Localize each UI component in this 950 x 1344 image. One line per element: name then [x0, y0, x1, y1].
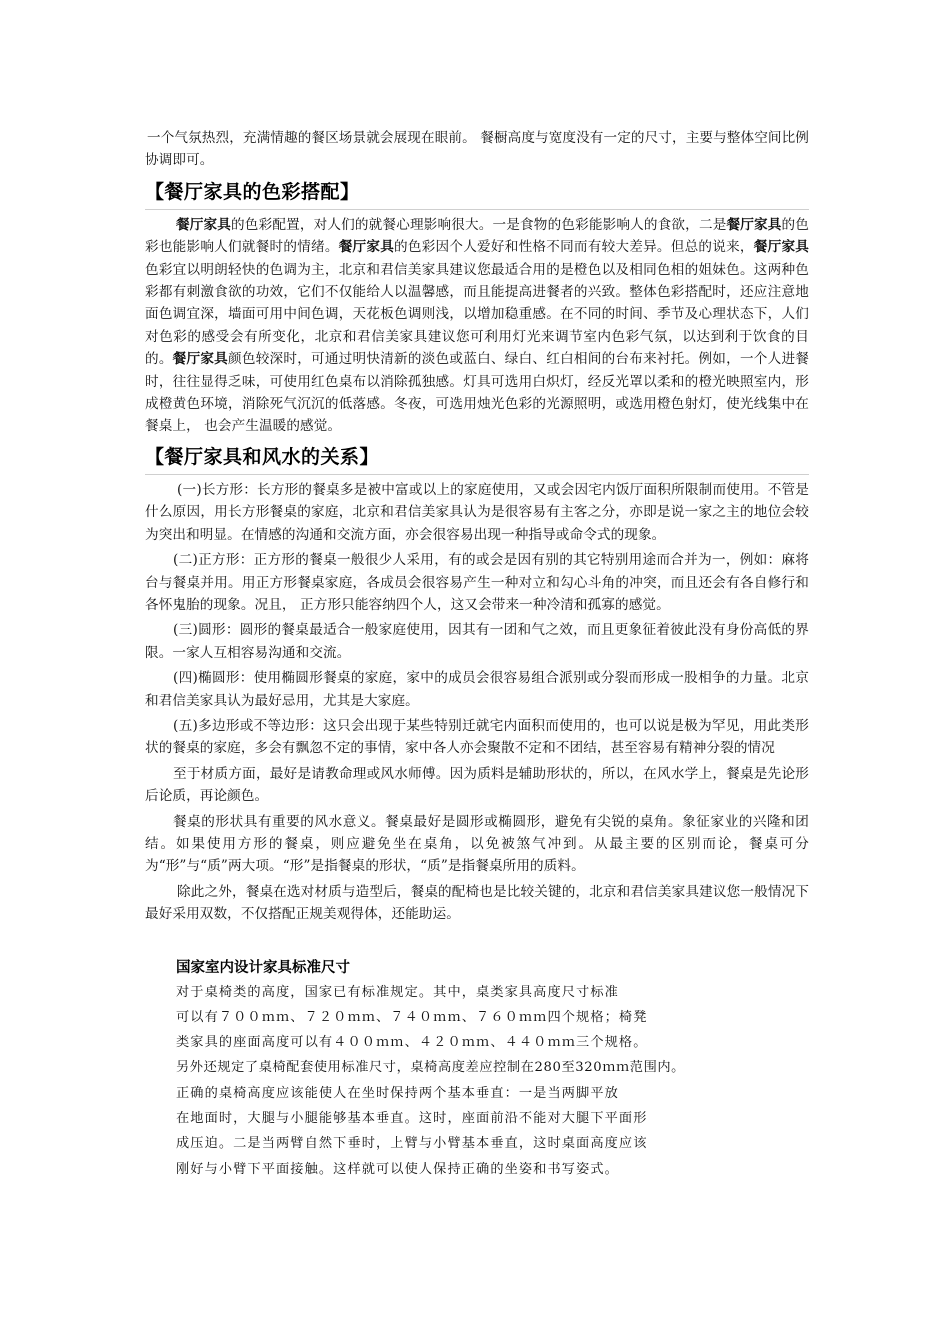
keyword-emphasis: 餐厅家具: [726, 216, 782, 233]
color-paragraph: [145, 214, 809, 438]
standard-line: 成压迫。二是当两臂自然下垂时，上臂与小臂基本垂直，这时桌面高度应该: [176, 1136, 648, 1152]
keyword-emphasis: 餐厅家具: [338, 239, 395, 256]
text-run: 色彩宜以明朗轻快的色调为主，北京和君信美家具建议您最适合用的是橙色以及相同色相的姐妹色。这两种色彩都有刺激食欲的功效，它们不仅能给人以温馨感，而且能提高进餐者的兴致。整体色彩搭配时，还应注意地面色调宜深，墙面可用中间色调，天花板色调则浅，以增加稳重感。在不同的时间、季节及心理状态下，人们对色彩的感受会有所变化，北京和君信美家具建议您可利用灯光来调节室内色彩气氛，以达到利于饮食的目的。: [145, 261, 809, 368]
keyword-emphasis: 餐厅家具: [176, 216, 232, 233]
keyword-emphasis: 餐厅家具: [753, 239, 809, 256]
fengshui-paragraph-polygon: (五)多边形或不等边形：这只会出现于某些特别迁就宅内面积而使用的，也可以说是极为罕见，用此类形状的餐桌的家庭，多会有飘忽不定的事情，家中各人亦会聚散不定和不团结，甚至容易有精神分裂的情况: [145, 717, 809, 757]
section-heading-fengshui: 【餐厅家具和风水的关系】: [145, 445, 380, 468]
section-divider: [145, 209, 809, 210]
standard-line: 在地面时，大腿与小腿能够基本垂直。这时，座面前沿不能对大腿下平面形: [176, 1111, 648, 1127]
text-run: 的色彩配置，对人们的就餐心理影响很大。一是食物的色彩能影响人的食欲，二是: [231, 216, 727, 233]
section-divider: [145, 474, 809, 475]
standard-line: 对于桌椅类的高度，国家已有标准规定。其中，桌类家具高度尺寸标准: [176, 984, 619, 1000]
fengshui-paragraph-rectangle: (一)长方形：长方形的餐桌多是被中富或以上的家庭使用，又或会因宅内饭厅面积所限制而使用。不管是什么原因，用长方形餐桌的家庭，北京和君信美家具认为是很容易有主客之分，亦即是说一家之主的地位会较为突出和明显。在情感的沟通和交流方面，亦会很容易出现一种指导或命令式的现象。: [145, 481, 809, 543]
fengshui-paragraph-oval: (四)椭圆形：使用椭圆形餐桌的家庭，家中的成员会很容易组合派别或分裂而形成一股相争的力量。北京和君信美家具认为最好忌用，尤其是大家庭。: [145, 670, 809, 709]
keyword-emphasis: 餐厅家具: [172, 351, 229, 368]
standard-line: 类家具的座面高度可以有４００ｍｍ、４２０ｍｍ、４４０ｍｍ三个规格。: [176, 1035, 648, 1051]
standard-title: 国家室内设计家具标准尺寸: [176, 959, 350, 976]
standard-line: 刚好与小臂下平面接触。这样就可以使人保持正确的坐姿和书写姿式。: [176, 1161, 619, 1177]
fengshui-paragraph-round: (三)圆形：圆形的餐桌最适合一般家庭使用，因其有一团和气之效，而且更象征着彼此没有身份高低的界限。一家人互相容易沟通和交流。: [145, 622, 809, 661]
standard-line: 另外还规定了桌椅配套使用标准尺寸，桌椅高度差应控制在280至320ｍｍ范围内。: [176, 1060, 685, 1076]
standard-line: 正确的桌椅高度应该能使人在坐时保持两个基本垂直：一是当两脚平放: [176, 1085, 619, 1101]
text-run: 的色彩因个人爱好和性格不同而有较大差异。但总的说来，: [394, 239, 754, 256]
section-heading-color: 【餐厅家具的色彩搭配】: [145, 180, 360, 203]
text-run: 颜色较深时，可通过明快清新的淡色或蓝白、绿白、红白相间的台布来衬托。例如，一个人进餐时，往往显得乏味，可使用红色桌布以消除孤独感。灯具可选用白炽灯，经反光罩以柔和的橙光映照室内，形成橙黄色环境，消除死气沉沉的低落感。冬夜，可选用烛光色彩的光源照明，或选用橙色射灯，使光线集中在餐桌上， 也会产生温暖的感觉。: [145, 351, 809, 435]
standard-line: 可以有７００ｍｍ、７２０ｍｍ、７４０ｍｍ、７６０ｍｍ四个规格；椅凳: [176, 1009, 648, 1025]
fengshui-paragraph-material: 至于材质方面，最好是请教命理或风水师傅。因为质料是辅助形状的，所以，在风水学上，餐桌是先论形后论质，再论颜色。: [145, 765, 809, 805]
fengshui-paragraph-square: (二)正方形：正方形的餐桌一般很少人采用，有的或会是因有别的其它特别用途而合并为一，例如：麻将台与餐桌并用。用正方形餐桌家庭，各成员会很容易产生一种对立和勾心斗角的冲突，而且还会有各自修行和各怀鬼胎的现象。况且， 正方形只能容纳四个人，这又会带来一种冷清和孤寡的感觉。: [145, 552, 809, 613]
text-run: 的色彩也能影响人们就餐时的情绪。: [145, 216, 809, 256]
fengshui-paragraph-shape: 餐桌的形状具有重要的风水意义。餐桌最好是圆形或椭圆形，避免有尖锐的桌角。象征家业的兴隆和团结。如果使用方形的餐桌，则应避免坐在桌角，以免被煞气冲到。从最主要的区别而论，餐桌可分为“形”与“质”两大项。“形”是指餐桌的形状，“质”是指餐桌所用的质料。: [145, 813, 809, 875]
intro-paragraph: 一个气氛热烈，充满情趣的餐区场景就会展现在眼前。 餐橱高度与宽度没有一定的尺寸，主要与整体空间比例协调即可。: [145, 130, 809, 169]
document-body: [145, 127, 809, 1182]
standard-section: [145, 956, 809, 1182]
fengshui-paragraph-chairs: 除此之外，餐桌在选对材质与造型后，餐桌的配椅也是比较关键的，北京和君信美家具建议您一般情况下最好采用双数，不仅搭配正规美观得体，还能助运。: [145, 883, 809, 923]
